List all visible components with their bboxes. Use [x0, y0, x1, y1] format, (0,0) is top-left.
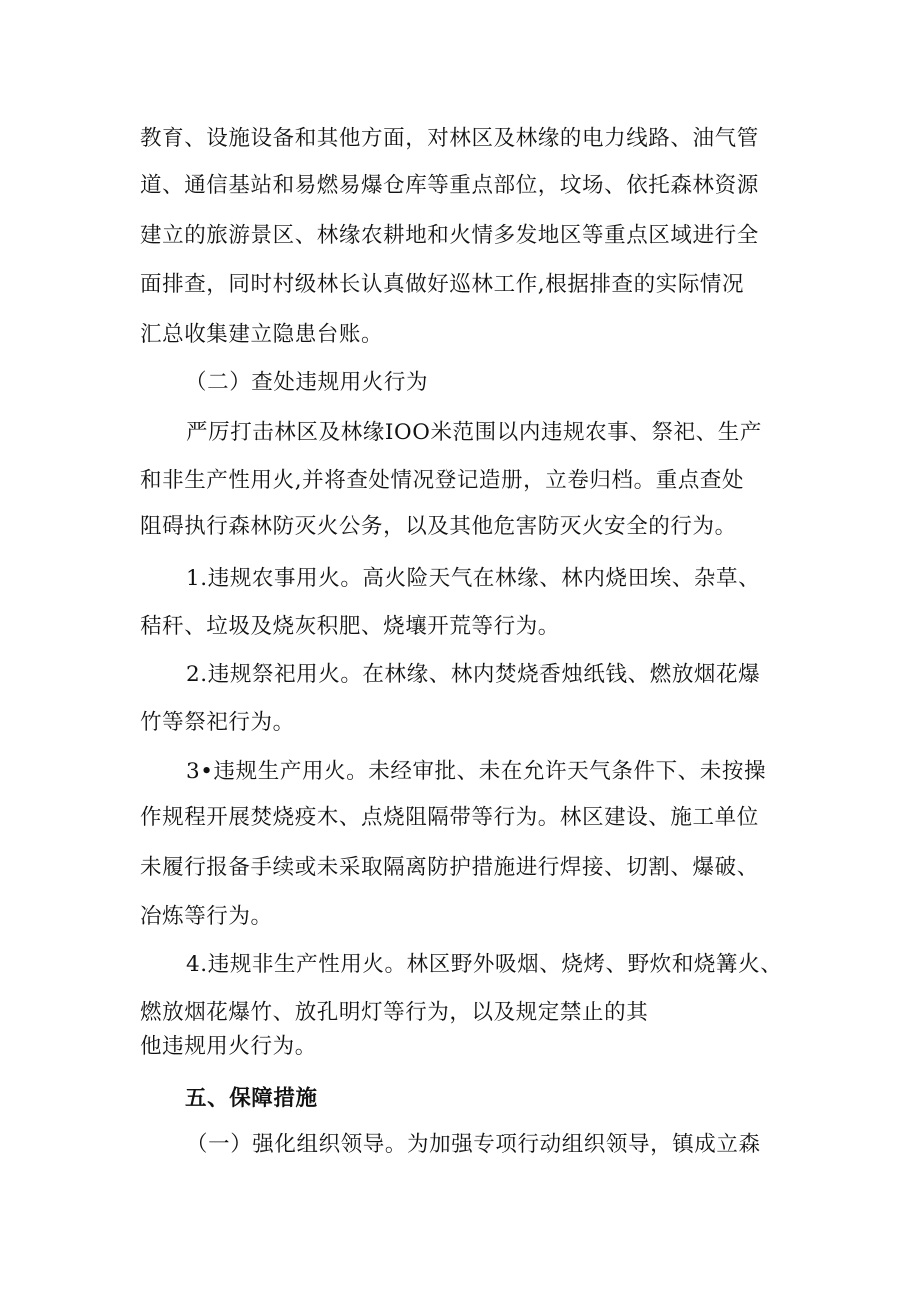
paragraph-line: 严厉打击林区及林缘IOO米范围以内违规农事、祭祀、生产: [186, 420, 762, 445]
paragraph-line: 和非生产性用火,并将查处情况登记造册，立卷归档。重点查处: [140, 468, 745, 493]
paragraph-line: 道、通信基站和易燃易爆仓库等重点部位，坟场、依托森林资源: [140, 173, 759, 198]
paragraph-line: 阻碍执行森林防灭火公务，以及其他危害防灭火安全的行为。: [140, 514, 737, 539]
list-item-line: 他违规用火行为。: [140, 1034, 317, 1059]
list-item-line: 作规程开展焚烧疫木、点烧阻隔带等行为。林区建设、施工单位: [140, 805, 759, 830]
paragraph-line: 教育、设施设备和其他方面，对林区及林缘的电力线路、油气管: [140, 126, 759, 151]
list-item-line: 1.违规农事用火。高火险天气在林缘、林内烧田埃、杂草、: [186, 566, 761, 591]
paragraph-line: 建立的旅游景区、林缘农耕地和火情多发地区等重点区域进行全: [140, 223, 759, 248]
list-item-line: 4.违规非生产性用火。林区野外吸烟、烧烤、野炊和烧篝火、: [186, 952, 783, 977]
paragraph-line: 面排查，同时村级林长认真做好巡林工作,根据排查的实际情况: [140, 272, 745, 297]
paragraph-line: 汇总收集建立隐患台账。: [140, 322, 384, 347]
subsection-heading: （二）查处违规用火行为: [185, 370, 429, 395]
list-item-line: 秸秆、垃圾及烧灰积肥、烧壤开荒等行为。: [140, 614, 560, 639]
list-item-line: 竹等祭祀行为。: [140, 710, 295, 735]
list-item-line: 燃放烟花爆竹、放孔明灯等行为，以及规定禁止的其: [140, 1000, 649, 1025]
list-item-line: 未履行报备手续或未采取隔离防护措施进行焊接、切割、爆破、: [140, 855, 759, 880]
list-item-line: 冶炼等行为。: [140, 904, 273, 929]
paragraph-line: （一）强化组织领导。为加强专项行动组织领导，镇成立森: [186, 1132, 761, 1157]
list-item-line: 3•违规生产用火。未经审批、未在允许天气条件下、未按操: [186, 759, 767, 784]
list-item-line: 2.违规祭祀用火。在林缘、林内焚烧香烛纸钱、燃放烟花爆: [186, 662, 761, 687]
section-heading: 五、保障措施: [185, 1086, 318, 1111]
